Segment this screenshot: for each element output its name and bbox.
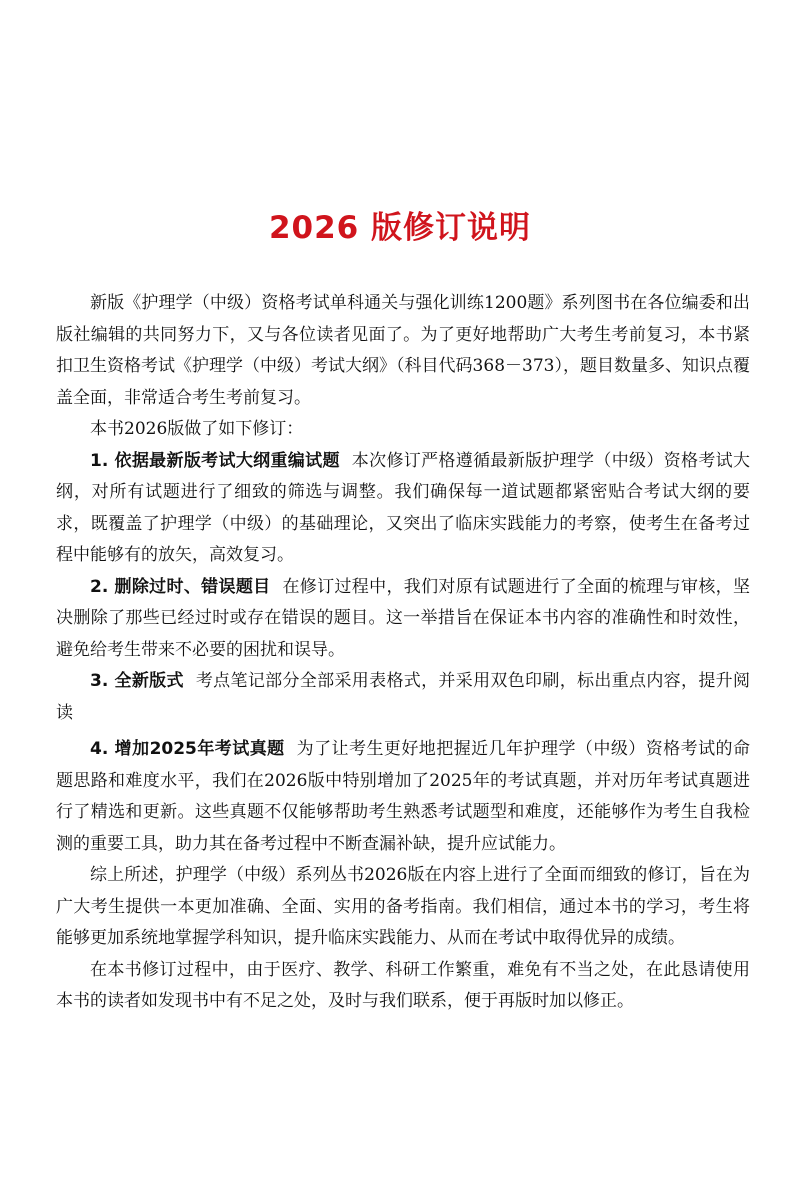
revision-item-4-title: 4. 增加2025年考试真题 <box>90 739 285 759</box>
revision-item-3 <box>56 666 750 729</box>
revision-item-1-title: 1. 依据最新版考试大纲重编试题 <box>90 450 340 471</box>
summary-paragraph: 综上所述，护理学（中级）系列丛书2026版在内容上进行了全面而细致的修订，旨在为广大考生提供一本更加准确、全面、实用的备考指南。我们相信，通过本书的学习，考生将能够更加系统地掌握学科知识，提升临床实践能力、从而在考试中取得优异的成绩。 <box>56 865 750 948</box>
revision-item-3-title: 3. 全新版式 <box>90 671 184 691</box>
revision-notes-body <box>56 288 750 1018</box>
revision-item-2-title: 2. 删除过时、错误题目 <box>90 576 271 597</box>
closing-paragraph: 在本书修订过程中，由于医疗、教学、科研工作繁重，难免有不当之处，在此恳请使用本书的读者如发现书中有不足之处，及时与我们联系，便于再版时加以修正。 <box>56 959 750 1011</box>
revision-item-3-text: 考点笔记部分全部采用表格式，并采用双色印刷，标出重点内容，提升阅读 <box>56 671 750 723</box>
revision-item-1 <box>56 446 750 572</box>
revision-item-4-text: 为了让考生更好地把握近几年护理学（中级）资格考试的命题思路和难度水平，我们在2026版中特别增加了2025年的考试真题，并对历年考试真题进行了精选和更新。这些真题不仅能够帮助考生熟悉考试题型和难度，还能够作为考生自我检测的重要工具，助力其在备考过程中不断查漏补缺，提升应试能力。 <box>56 739 750 854</box>
revision-item-2 <box>56 572 750 667</box>
page-title: 2026 版修订说明 <box>268 210 532 246</box>
revision-item-1-text: 本次修订严格遵循最新版护理学（中级）资格考试大纲，对所有试题进行了细致的筛选与调整。我们确保每一道试题都紧密贴合考试大纲的要求，既覆盖了护理学（中级）的基础理论，又突出了临床实践能力的考察，使考生在备考过程中能够有的放矢，高效复习。 <box>56 450 750 565</box>
revision-item-4 <box>56 734 750 860</box>
lead-in-paragraph: 本书2026版做了如下修订： <box>90 419 304 439</box>
revision-item-2-text: 在修订过程中，我们对原有试题进行了全面的梳理与审核，坚决删除了那些已经过时或存在错误的题目。这一举措旨在保证本书内容的准确性和时效性，避免给考生带来不必要的困扰和误导。 <box>56 576 750 660</box>
intro-paragraph: 新版《护理学（中级）资格考试单科通关与强化训练1200题》系列图书在各位编委和出版社编辑的共同努力下，又与各位读者见面了。为了更好地帮助广大考生考前复习，本书紧扣卫生资格考试《护理学（中级）考试大纲》（科目代码368－373），题目数量多、知识点覆盖全面，非常适合考生考前复习。 <box>56 293 750 408</box>
